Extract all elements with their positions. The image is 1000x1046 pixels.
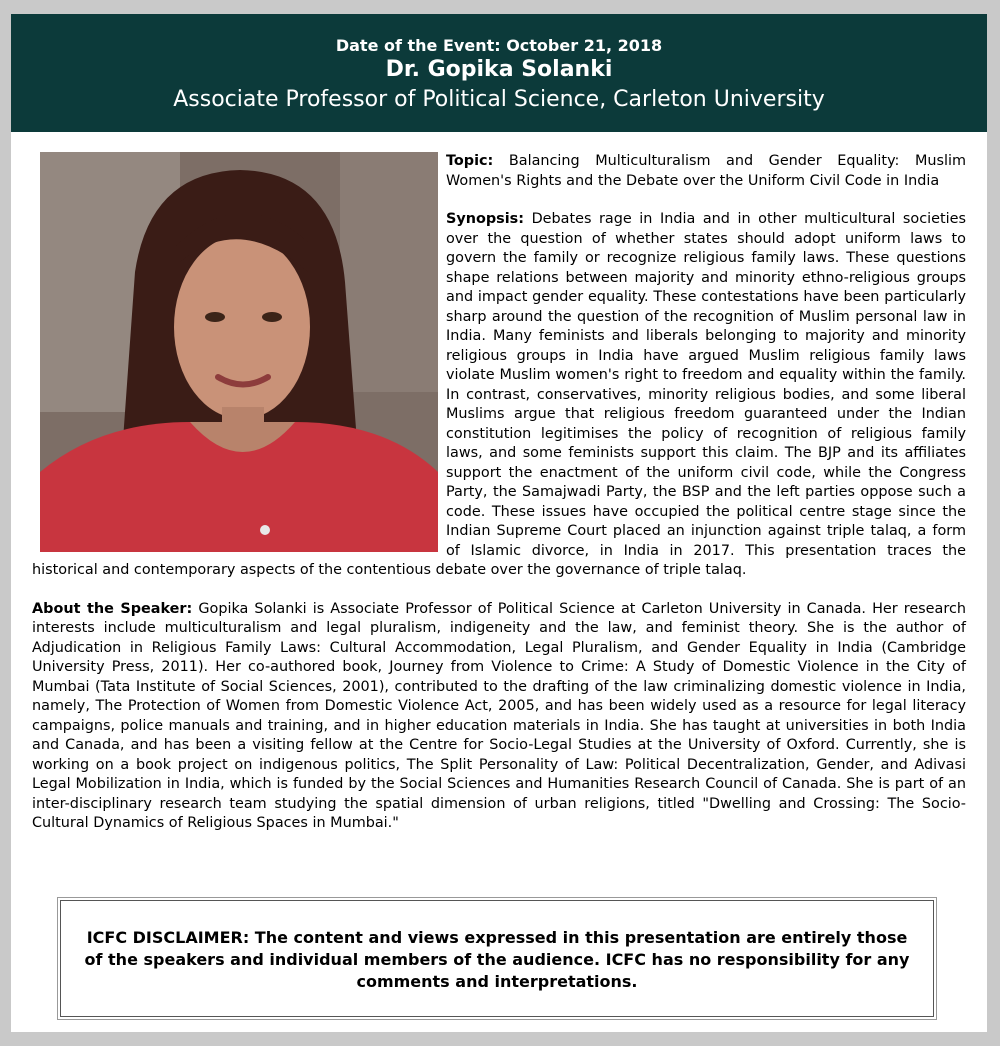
event-header [11, 14, 987, 132]
about-paragraph [32, 600, 966, 834]
topic-label: Topic: [446, 153, 494, 169]
disclaimer-text: ICFC DISCLAIMER: The content and views expressed in this presentation are entirely those of the speakers and individual members of the audience. ICFC has no responsibility for any comments and interpretations. [84, 928, 910, 991]
about-label: About the Speaker: [32, 600, 193, 617]
synopsis-text: Debates rage in India and in other multicultural societies over the question of whether states should adopt uniform laws to govern the family or recognize religious family laws. These questions shape relations between majority and minority ethno-religious groups and impact gender equality. These contestations have been particularly sharp around the question of the recognition of Muslim personal law in India. Many feminists and liberals belonging to majority and minority religious groups in India have argued Muslim religious family laws violate Muslim women's right to freedom and equality within the family. In contrast, conservatives, minority religious bodies, and some liberal Muslims argue that religious freedom guaranteed under the Indian constitution legitimises the policy of recognition of religious family laws, and some feminists support this claim. The BJP and its affiliates support the enactment of the uniform civil code, while the Congress Party, the Samajwadi Party, the BSP and the left parties oppose such a code. These issues have occupied the political centre stage since the Indian Supreme Court placed an injunction against triple talaq, a form of Islamic divorce, in India in 2017. This presentation traces the historical and contemporary aspects of the contentious debate over the governance of triple talaq. [32, 211, 966, 578]
speaker-title: Associate Professor of Political Science, Carleton University [173, 87, 825, 112]
topic-text: Balancing Multiculturalism and Gender Equality: Muslim Women's Rights and the Debate over the Uniform Civil Code in India [446, 153, 966, 189]
event-content [32, 152, 966, 853]
event-date: Date of the Event: October 21, 2018 [335, 36, 663, 55]
page-frame [11, 14, 987, 1032]
speaker-photo [40, 152, 438, 552]
speaker-name: Dr. Gopika Solanki [385, 57, 613, 82]
speaker-portrait-image [40, 152, 438, 552]
about-text: Gopika Solanki is Associate Professor of Political Science at Carleton University in Canada. Her research interests include multiculturalism and legal pluralism, indigeneity and the law, and feminist theory. She is the author of Adjudication in Religious Family Laws: Cultural Accommodation, Legal Pluralism, and Gender Equality in India (Cambridge University Press, 2011). Her co-authored book, Journey from Violence to Crime: A Study of Domestic Violence in the City of Mumbai (Tata Institute of Social Sciences, 2001), contributed to the drafting of the law criminalizing domestic violence in India, namely, The Protection of Women from Domestic Violence Act, 2005, and has been widely used as a resource for legal literacy campaigns, police manuals and training, and in higher education materials in India. She has taught at universities in both India and Canada, and has been a visiting fellow at the Centre for Socio-Legal Studies at the University of Oxford. Currently, she is working on a book project on indigenous politics, The Split Personality of Law: Political Decentralization, Gender, and Adivasi Legal Mobilization in India, which is funded by the Social Sciences and Humanities Research Council of Canada. She is part of an inter-disciplinary research team studying the spatial dimension of urban religions, titled "Dwelling and Crossing: The Socio-Cultural Dynamics of Religious Spaces in Mumbai." [32, 600, 966, 831]
disclaimer-box [60, 900, 934, 1017]
synopsis-label: Synopsis: [446, 211, 524, 227]
